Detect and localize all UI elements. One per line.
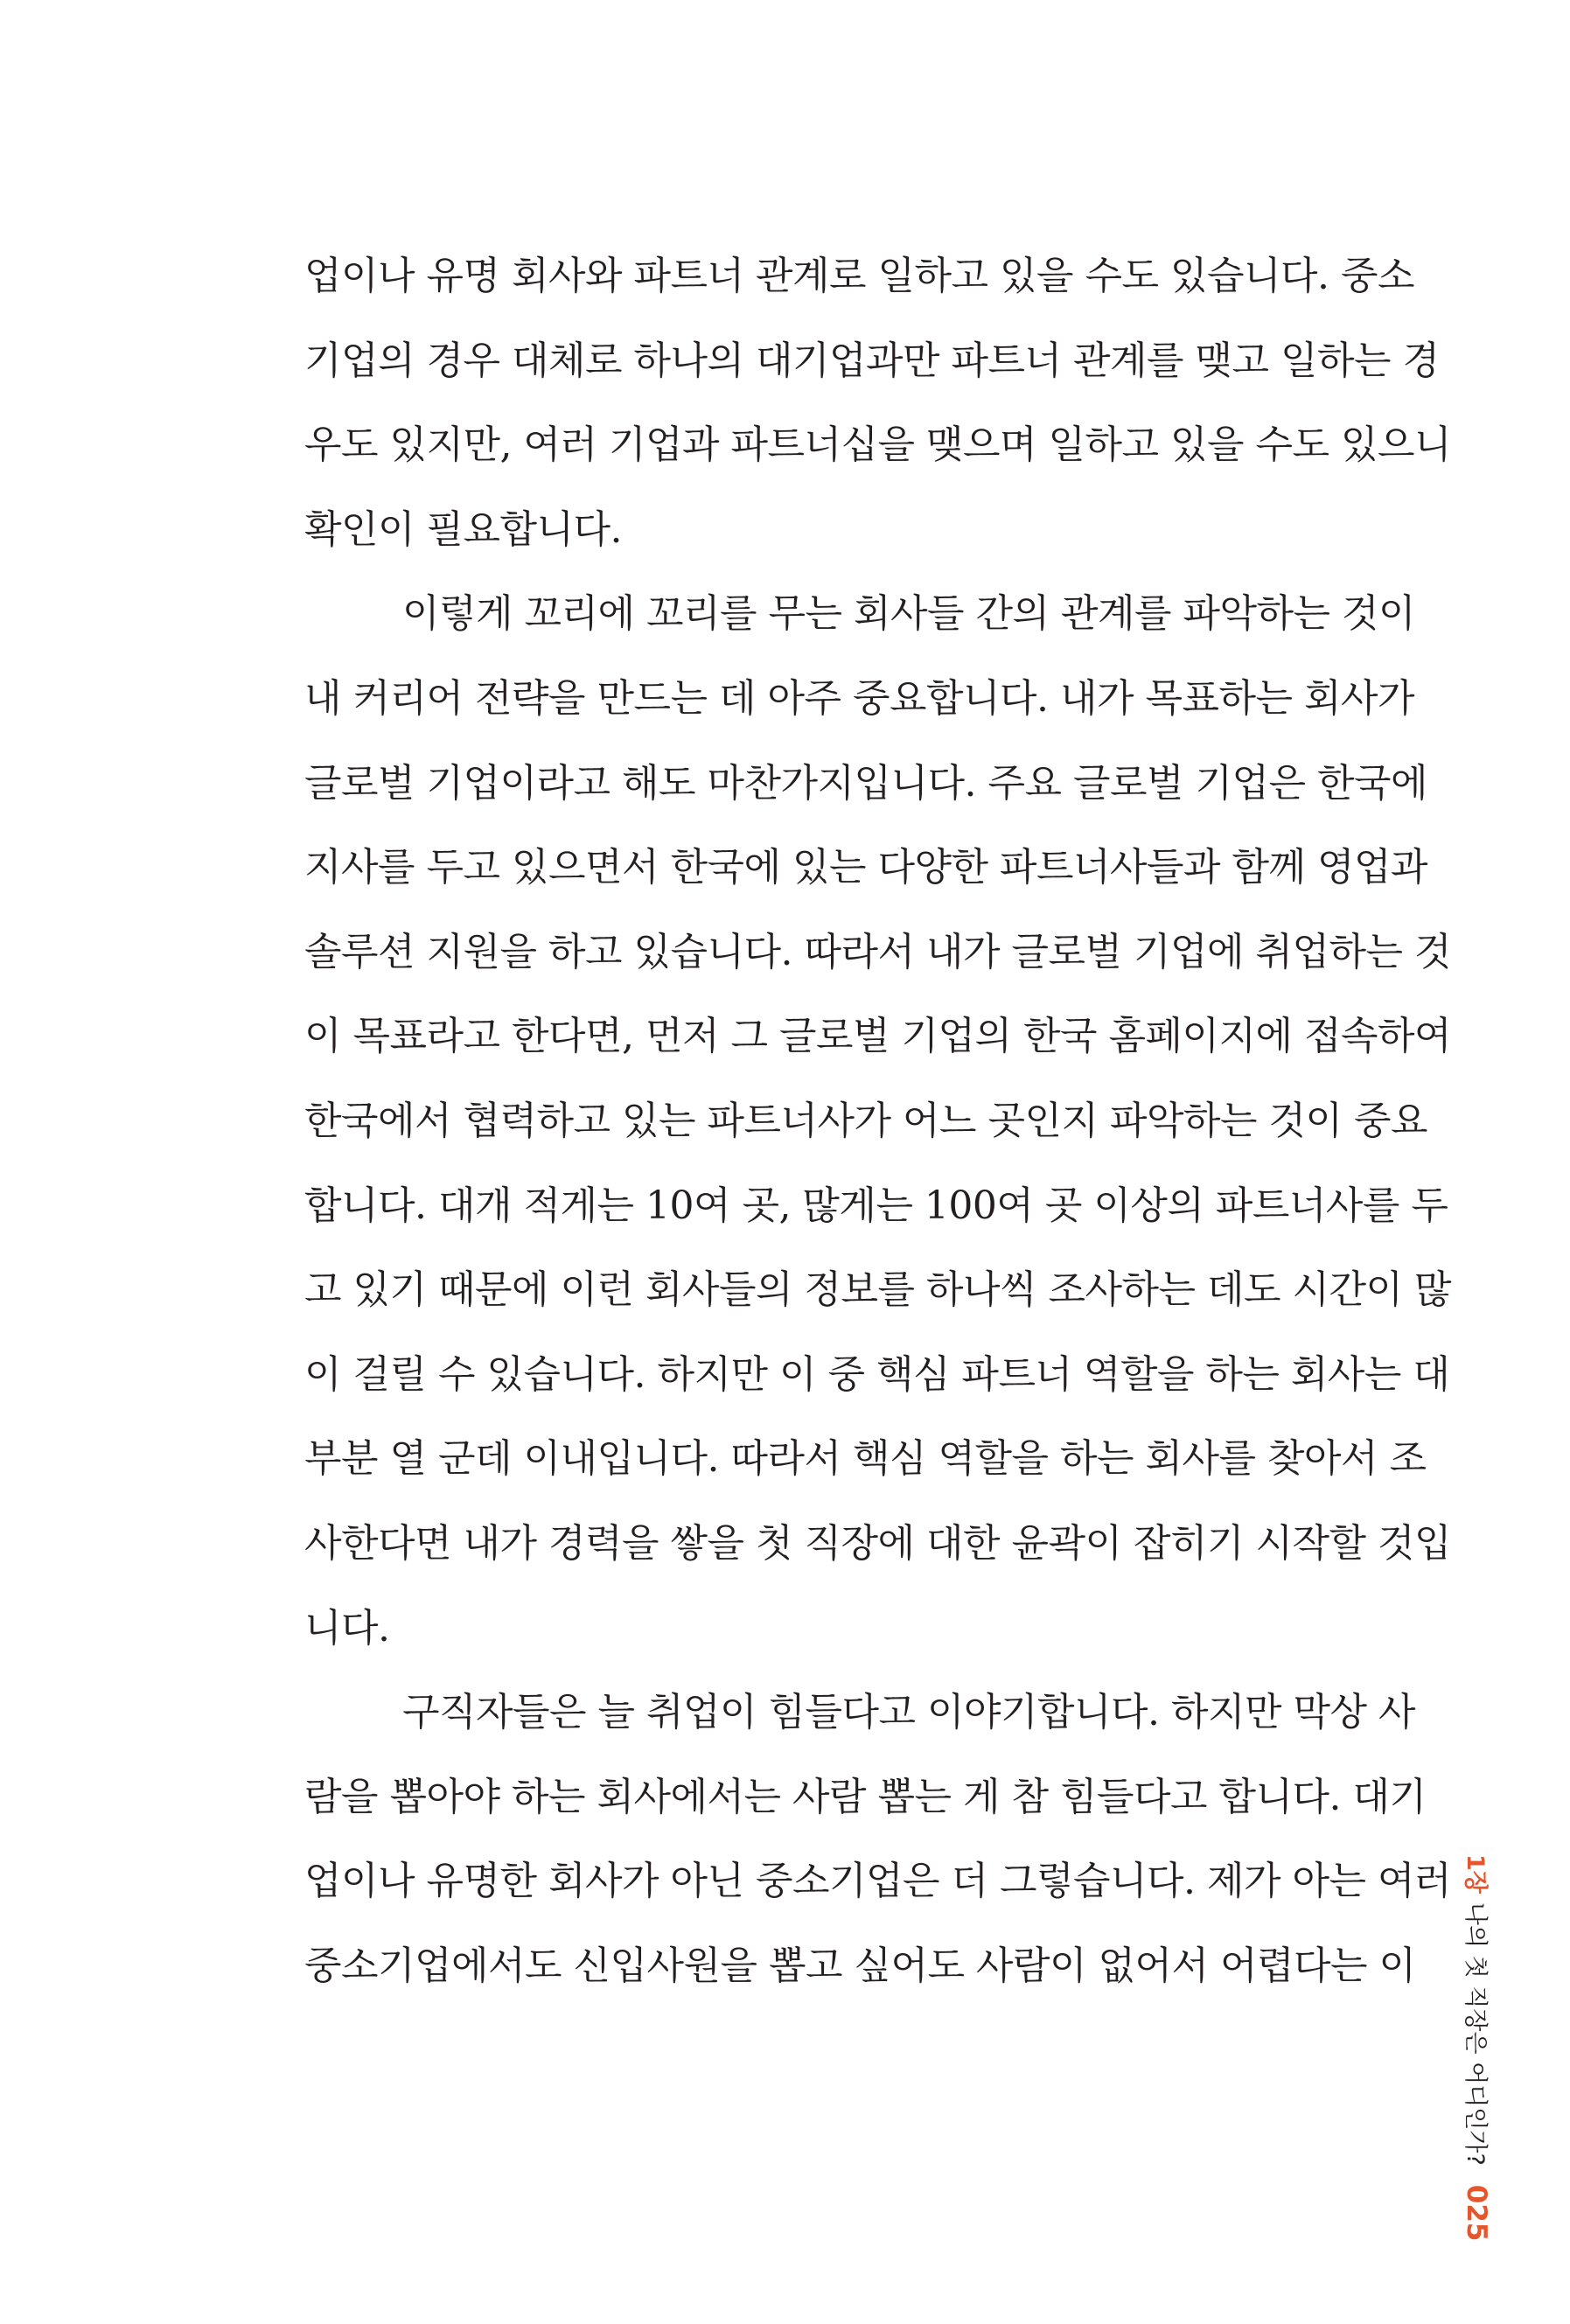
text-line-10: 이 목표라고 한다면, 먼저 그 글로벌 기업의 한국 홈페이지에 접속하여 <box>304 1014 1451 1059</box>
text-line-19: 람을 뽑아야 하는 회사에서는 사람 뽑는 게 참 힘들다고 합니다. 대기 <box>304 1774 1427 1819</box>
text-line-9: 솔루션 지원을 하고 있습니다. 따라서 내가 글로벌 기업에 취업하는 것 <box>304 929 1451 974</box>
chapter-number: 1장 <box>1462 1854 1489 1894</box>
text-line-13: 고 있기 때문에 이런 회사들의 정보를 하나씩 조사하는 데도 시간이 많 <box>304 1267 1451 1313</box>
text-line-4: 확인이 필요합니다. <box>304 506 623 552</box>
text-line-21: 중소기업에서도 신입사원을 뽑고 싶어도 사람이 없어서 어렵다는 이 <box>304 1943 1416 1988</box>
text-line-6: 내 커리어 전략을 만드는 데 아주 중요합니다. 내가 목표하는 회사가 <box>304 675 1414 721</box>
text-line-17: 니다. <box>304 1605 390 1651</box>
chapter-title: 나의 첫 직장은 어디인가? <box>1462 1902 1489 2166</box>
body-text <box>304 234 1451 2008</box>
text-line-16: 사한다면 내가 경력을 쌓을 첫 직장에 대한 윤곽이 잡히기 시작할 것입 <box>304 1520 1451 1566</box>
text-line-2: 기업의 경우 대체로 하나의 대기업과만 파트너 관계를 맺고 일하는 경 <box>304 338 1440 383</box>
text-line-1: 업이나 유명 회사와 파트너 관계로 일하고 있을 수도 있습니다. 중소 <box>304 254 1414 298</box>
text-line-12: 합니다. 대개 적게는 10여 곳, 많게는 100여 곳 이상의 파트너사를 두 <box>304 1183 1448 1228</box>
text-line-20: 업이나 유명한 회사가 아닌 중소기업은 더 그렇습니다. 제가 아는 여러 <box>304 1859 1451 1904</box>
text-line-11: 한국에서 협력하고 있는 파트너사가 어느 곳인지 파악하는 것이 중요 <box>304 1098 1427 1143</box>
text-line-8: 지사를 두고 있으면서 한국에 있는 다양한 파트너사들과 함께 영업과 <box>304 845 1427 890</box>
running-head <box>1459 1854 1497 2242</box>
page-number: 025 <box>1461 2184 1492 2242</box>
running-head-text <box>1457 1854 1494 2242</box>
text-line-3: 우도 있지만, 여러 기업과 파트너십을 맺으며 일하고 있을 수도 있으니 <box>304 422 1451 468</box>
text-line-7: 글로벌 기업이라고 해도 마찬가지입니다. 주요 글로벌 기업은 한국에 <box>304 760 1427 806</box>
text-line-5: 이렇게 꼬리에 꼬리를 무는 회사들 간의 관계를 파악하는 것이 <box>402 591 1415 637</box>
text-line-14: 이 걸릴 수 있습니다. 하지만 이 중 핵심 파트너 역할을 하는 회사는 대 <box>304 1351 1450 1397</box>
text-line-18: 구직자들은 늘 취업이 힘들다고 이야기합니다. 하지만 막상 사 <box>402 1690 1415 1735</box>
text-line-15: 부분 열 군데 이내입니다. 따라서 핵심 역할을 하는 회사를 찾아서 조 <box>304 1436 1427 1482</box>
